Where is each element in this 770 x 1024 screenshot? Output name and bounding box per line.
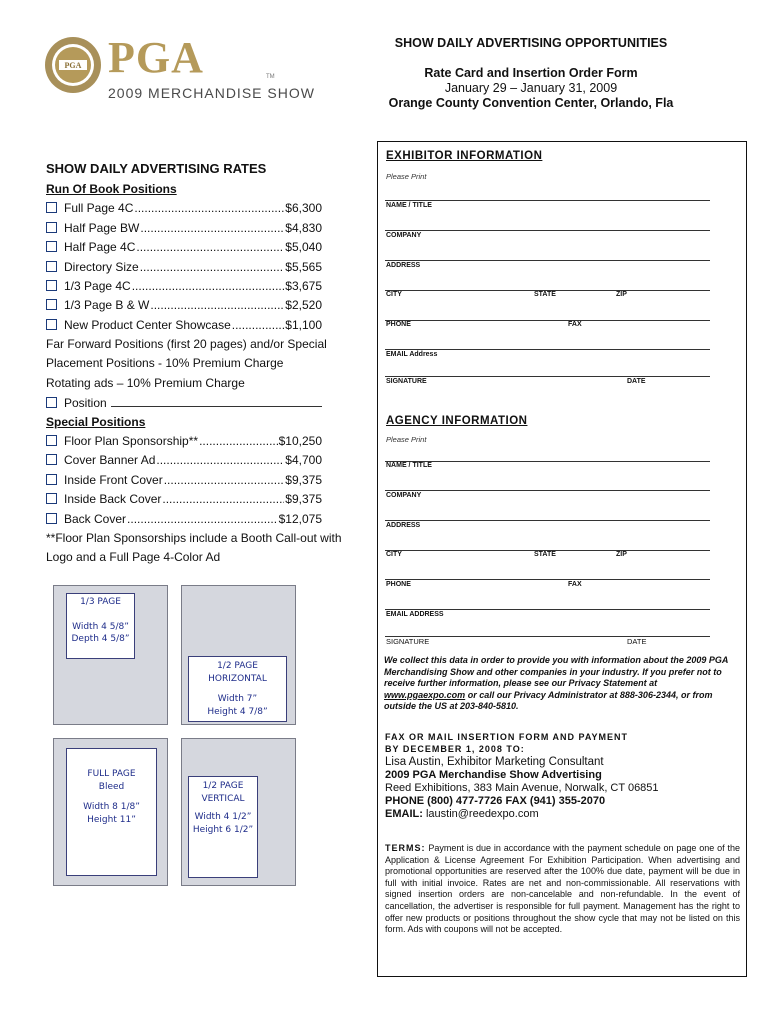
date-label: DATE (627, 637, 647, 646)
exhibitor-heading: EXHIBITOR INFORMATION (386, 150, 543, 162)
floor-plan-note-2: Logo and a Full Page 4-Color Ad (46, 550, 221, 564)
city-label: CITY (386, 551, 402, 558)
ad-height: Height 11” (87, 814, 136, 825)
signature-label: SIGNATURE (386, 378, 427, 385)
special-item (46, 512, 322, 526)
form-title: Rate Card and Insertion Order Form (424, 66, 638, 80)
rate-item (46, 260, 322, 274)
company-input[interactable] (385, 508, 710, 521)
rate-label: Full Page 4C (64, 201, 134, 215)
input-line[interactable] (385, 449, 710, 462)
city-state-zip-input[interactable] (385, 567, 710, 580)
rate-label: Directory Size (64, 260, 139, 274)
seal-text: PGA (64, 61, 82, 70)
pga-logo (44, 33, 315, 106)
show-venue: Orange County Convention Center, Orlando, Fla (388, 96, 674, 110)
name-title-label: NAME / TITLE (386, 202, 432, 209)
agency-heading: AGENCY INFORMATION (386, 415, 528, 427)
contact-name: Lisa Austin, Exhibitor Marketing Consultant (385, 756, 604, 768)
fax-label: FAX (568, 581, 582, 588)
ad-orientation: HORIZONTAL (208, 673, 267, 684)
show-advertising: 2009 PGA Merchandise Show Advertising (385, 769, 602, 781)
rate-label: Half Page 4C (64, 240, 136, 254)
rate-label: Back Cover (64, 512, 127, 526)
third-page-box (66, 593, 135, 659)
page-title: SHOW DAILY ADVERTISING OPPORTUNITIES (394, 36, 668, 50)
checkbox[interactable] (46, 454, 57, 465)
pga-seal-icon (44, 36, 102, 94)
rate-price: $5,565 (285, 260, 322, 274)
full-page-box (66, 748, 157, 876)
checkbox[interactable] (46, 513, 57, 524)
ad-depth: Depth 4 5/8” (71, 634, 130, 644)
ad-height: Height 4 7/8” (207, 706, 268, 717)
rate-label: 1/3 Page 4C (64, 279, 131, 293)
rate-item (46, 240, 322, 254)
logo-subtitle: 2009 MERCHANDISE SHOW (108, 85, 315, 101)
checkbox[interactable] (46, 280, 57, 291)
privacy-link[interactable]: www.pgaexpo.com (384, 689, 466, 700)
checkbox[interactable] (46, 202, 57, 213)
floor-plan-note: **Floor Plan Sponsorships include a Booth Call-out with (46, 531, 342, 545)
please-print: Please Print (386, 172, 427, 181)
checkbox[interactable] (46, 435, 57, 446)
phone-label: PHONE (386, 321, 411, 328)
terms-label: TERMS: (385, 843, 426, 853)
city-label: CITY (386, 291, 402, 298)
logo-tm: TM (266, 74, 275, 80)
position-field (46, 395, 322, 410)
name-title-input[interactable] (385, 218, 710, 231)
address-label: ADDRESS (386, 522, 421, 529)
rate-price: $10,250 (278, 434, 322, 448)
page-diagram (181, 738, 296, 886)
signature-label: SIGNATURE (386, 637, 430, 646)
show-dates: January 29 – January 31, 2009 (444, 81, 618, 95)
run-of-book-heading: Run Of Book Positions (46, 182, 177, 196)
email-address[interactable]: laustin@reedexpo.com (425, 808, 539, 820)
rate-price: $4,700 (285, 453, 322, 467)
email-input[interactable] (385, 364, 710, 377)
rate-item (46, 318, 322, 332)
terms-body: Payment is due in accordance with the payment schedule on page one of the Application & License Agreement For Exhibition Participation. When advertising and promotional opportunities are reserved after the 100% due date, payment will be due in full with initial invoice. Rates are net and non-commissionable. All reservations with signed insertion orders are non-cancelable and non-refundable. In the event of cancellation, the advertiser is responsible for full payment. Management has the right to offer new products or positions throughout the show cycle that may not be listed on this form. Ads with coupons will not be accepted. (385, 843, 740, 935)
page-diagram (181, 585, 296, 725)
rotating-text: Rotating ads – 10% Premium Charge (46, 376, 245, 390)
ad-width: Width 4 1/2” (194, 812, 252, 822)
state-label: STATE (534, 291, 556, 298)
rate-price: $6,300 (285, 201, 322, 215)
ad-size-name: 1/3 PAGE (80, 597, 121, 607)
half-horizontal-box (188, 656, 287, 722)
ad-width: Width 8 1/8” (83, 802, 140, 812)
company-input[interactable] (385, 248, 710, 261)
ad-orientation: VERTICAL (201, 793, 245, 804)
rates-title: SHOW DAILY ADVERTISING RATES (46, 161, 267, 176)
address-input[interactable] (385, 278, 710, 291)
ad-width: Width 4 5/8” (72, 621, 129, 632)
checkbox[interactable] (46, 397, 57, 408)
email-input[interactable] (385, 624, 710, 637)
payment-heading: FAX OR MAIL INSERTION FORM AND PAYMENT (385, 732, 629, 742)
name-title-input[interactable] (385, 478, 710, 491)
terms-text (385, 843, 740, 936)
rate-price: $5,040 (285, 240, 322, 254)
company-label: COMPANY (386, 492, 422, 499)
ad-height: Height 6 1/2” (192, 824, 254, 835)
checkbox[interactable] (46, 241, 57, 252)
input-line[interactable] (385, 188, 710, 201)
please-print: Please Print (386, 435, 427, 444)
city-state-zip-input[interactable] (385, 308, 710, 321)
page-diagram (53, 585, 168, 725)
ad-size-name: FULL PAGE (87, 769, 136, 779)
ad-size-name: 1/2 PAGE (217, 661, 258, 671)
logo-brand: PGA (108, 33, 204, 82)
rate-price: $2,520 (285, 298, 322, 312)
privacy-text-2: or call our Privacy Administrator at 888-306-2344, or from outside the US at 203-840-5810. (384, 689, 713, 711)
privacy-text: We collect this data in order to provide you with information about the 2009 PGA Merchandising Show and other companies in your industry. If you prefer not to receive further information, please see our Privacy Statement at (384, 655, 729, 688)
half-vertical-box (188, 776, 258, 878)
checkbox[interactable] (46, 319, 57, 330)
name-title-label: NAME / TITLE (386, 462, 432, 469)
rate-label: New Product Center Showcase (64, 318, 231, 332)
rate-price: $4,830 (285, 221, 322, 235)
rate-label: Half Page BW (64, 221, 140, 235)
special-item (46, 473, 322, 487)
special-positions-heading: Special Positions (46, 415, 146, 429)
checkbox[interactable] (46, 493, 57, 504)
privacy-notice (384, 655, 740, 713)
checkbox[interactable] (46, 299, 57, 310)
phone-fax-input[interactable] (385, 597, 710, 610)
rate-label: Inside Front Cover (64, 473, 163, 487)
email-label: EMAIL Address (386, 351, 438, 358)
rate-item (46, 279, 322, 293)
rate-label: Cover Banner Ad (64, 453, 156, 467)
address-label: ADDRESS (386, 262, 421, 269)
zip-label: ZIP (616, 291, 627, 298)
payment-deadline: BY DECEMBER 1, 2008 TO: (385, 744, 525, 754)
ad-width: Width 7” (217, 694, 258, 704)
phone-label: PHONE (386, 581, 411, 588)
company-label: COMPANY (386, 232, 422, 239)
rate-item (46, 221, 322, 235)
ad-size-name: 1/2 PAGE (202, 781, 244, 791)
position-input-line[interactable] (111, 395, 322, 407)
rate-label: Floor Plan Sponsorship** (64, 434, 199, 448)
special-item (46, 492, 322, 506)
state-label: STATE (534, 551, 556, 558)
phone-fax-input[interactable] (385, 337, 710, 350)
rate-item (46, 298, 322, 312)
rate-price: $1,100 (285, 318, 322, 332)
email-label: EMAIL: (385, 808, 423, 820)
page-diagram (53, 738, 168, 886)
email-label: EMAIL ADDRESS (386, 611, 444, 618)
rate-price: $9,375 (285, 492, 322, 506)
checkbox[interactable] (46, 222, 57, 233)
address-input[interactable] (385, 538, 710, 551)
special-item (46, 453, 322, 467)
rate-label: Inside Back Cover (64, 492, 162, 506)
zip-label: ZIP (616, 551, 627, 558)
mailing-address: Reed Exhibitions, 383 Main Avenue, Norwalk, CT 06851 (385, 782, 659, 794)
rate-label: 1/3 Page B & W (64, 298, 150, 312)
rate-price: $3,675 (285, 279, 322, 293)
far-forward-text: Far Forward Positions (first 20 pages) and/or Special (46, 337, 327, 351)
phone-fax-numbers: PHONE (800) 477-7726 FAX (941) 355-2070 (385, 795, 606, 807)
date-label: DATE (627, 378, 646, 385)
position-label: Position (64, 396, 107, 410)
contact-email (385, 808, 539, 820)
placement-text: Placement Positions - 10% Premium Charge (46, 356, 284, 370)
rate-item (46, 201, 322, 215)
special-item (46, 434, 322, 448)
rate-price: $9,375 (285, 473, 322, 487)
checkbox[interactable] (46, 261, 57, 272)
ad-bleed: Bleed (98, 781, 125, 792)
checkbox[interactable] (46, 474, 57, 485)
rate-price: $12,075 (278, 512, 322, 526)
fax-label: FAX (568, 321, 582, 328)
